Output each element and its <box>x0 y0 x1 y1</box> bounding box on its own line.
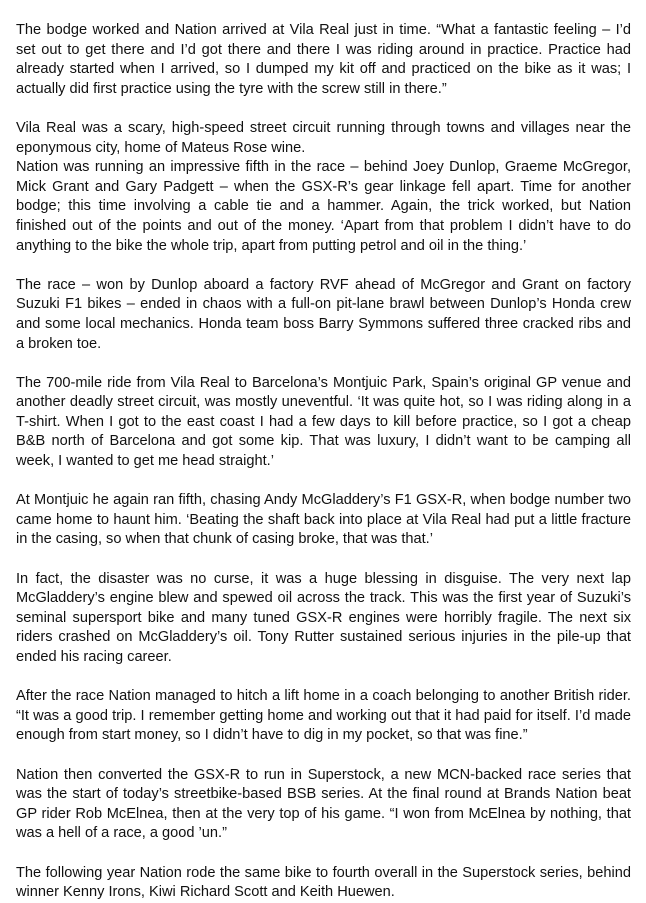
paragraph-montjuic-race: At Montjuic he again ran fifth, chasing Andy McGladdery’s F1 GSX-R, when bodge number two came home to haunt him. ‘Beating the shaft back into place at Vila Real had put a little fracture in the casing, so when that chunk of casing broke, that was that.’ <box>16 492 631 548</box>
paragraph-ride-to-barcelona: The 700-mile ride from Vila Real to Barcelona’s Montjuic Park, Spain’s original GP venue and another deadly street circuit, was mostly uneventful. ‘It was quite hot, so I was riding along in a T-shirt. When I got to the east coast I had a few days to kill before practice, so I got a cheap B&B north of Barcelona and got some kip. That was luxury, I didn’t want to be camping all week, I wanted to get me head straight.’ <box>16 374 631 470</box>
paragraph-following-year: The following year Nation rode the same bike to fourth overall in the Superstock series, behind winner Kenny Irons, Kiwi Richard Scott and Keith Huewen. <box>16 864 631 901</box>
paragraph-superstock: Nation then converted the GSX-R to run in Superstock, a new MCN-backed race series that was the start of today’s streetbike-based BSB series. At the final round at Brands Nation beat GP rider Rob McElnea, then at the very top of his game. “I won from McElnea by nothing, that was a hell of a race, a good ’un.” <box>16 766 631 842</box>
paragraph-gear-linkage-bodge: Nation was running an impressive fifth in the race – behind Joey Dunlop, Graeme McGregor, Mick Grant and Gary Padgett – when the GSX-R’s gear linkage fell apart. Time for another bodge; this time involving a cable tie and a hammer. Again, the trick worked, but Nation finished out of the points and out of the money. ‘Apart from that problem I didn’t have to do anything to the bike the whole trip, apart from putting petrol and oil in the thing.’ <box>16 159 631 254</box>
article-body <box>16 21 631 903</box>
paragraph-lift-home: After the race Nation managed to hitch a lift home in a coach belonging to another British rider. “It was a good trip. I remember getting home and working out that it had paid for itself. I’d made enough from start money, so I didn’t have to dig in my pocket, so that was fine.” <box>16 688 631 744</box>
paragraph-pit-lane-brawl: The race – won by Dunlop aboard a factory RVF ahead of McGregor and Grant on factory Suzuki F1 bikes – ended in chaos with a full-on pit-lane brawl between Dunlop’s Honda crew and some local mechanics. Honda team boss Barry Symmons suffered three cracked ribs and a broken toe. <box>16 276 631 352</box>
paragraph-blessing-in-disguise: In fact, the disaster was no curse, it was a huge blessing in disguise. The very next lap McGladdery’s engine blew and spewed oil across the track. This was the first year of Suzuki’s seminal supersport bike and many tuned GSX-R engines were horribly fragile. The next six riders crashed on McGladdery’s oil. Tony Rutter sustained serious injuries in the pile-up that ended his racing career. <box>16 570 631 665</box>
paragraph-vila-real-arrival: The bodge worked and Nation arrived at Vila Real just in time. “What a fantastic feeling – I’d set out to get there and I’d got there and there I was riding around in practice. Practice had already started when I arrived, so I dumped my kit off and practiced on the bike as it was; I actually did first practice using the tyre with the screw still in there.” <box>16 22 631 97</box>
paragraph-vila-real-circuit: Vila Real was a scary, high-speed street circuit running through towns and villages near the eponymous city, home of Mateus Rose wine. <box>16 119 631 156</box>
